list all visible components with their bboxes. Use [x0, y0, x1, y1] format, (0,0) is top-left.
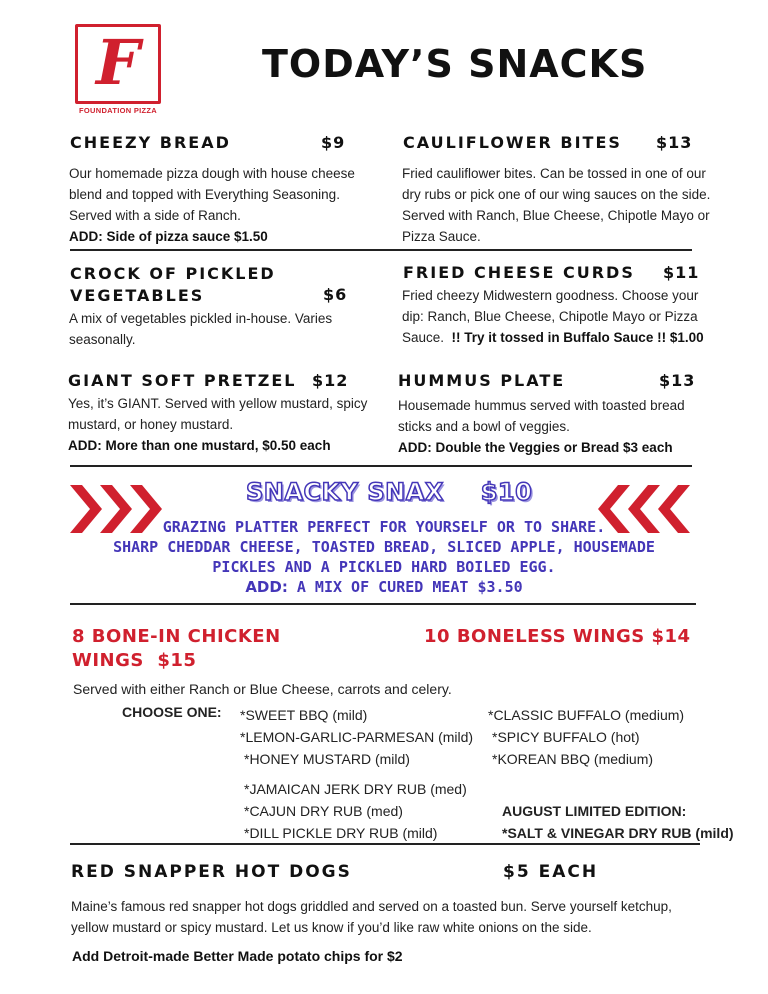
item-desc-fried-cheese-curds	[402, 285, 732, 348]
item-price-hummus-plate: $13	[659, 371, 696, 390]
item-price-fried-cheese-curds: $11	[663, 263, 700, 282]
limited-edition	[502, 800, 734, 844]
sauce-option: *CLASSIC BUFFALO (medium)	[488, 707, 685, 723]
dry-rub-list	[244, 778, 467, 844]
desc-line: Yes, it’s GIANT. Served with yellow mustard, spicy	[68, 396, 368, 411]
boneless-wings-title: 10 BONELESS WINGS $14	[424, 626, 691, 647]
item-name-line: CROCK OF PICKLED	[70, 264, 276, 283]
snacky-add-text: A MIX OF CURED MEAT $3.50	[296, 578, 523, 596]
item-name-giant-soft-pretzel: GIANT SOFT PRETZEL	[68, 371, 297, 390]
desc-line: blend and topped with Everything Seasoning.	[69, 187, 340, 202]
item-name-line: VEGETABLES	[70, 286, 205, 305]
item-name-hummus-plate: HUMMUS PLATE	[398, 371, 566, 390]
hotdog-price: $5 EACH	[503, 862, 599, 882]
hotdog-name: RED SNAPPER HOT DOGS	[71, 862, 352, 882]
limited-edition-item: *SALT & VINEGAR DRY RUB (mild)	[502, 825, 734, 841]
desc-line: Pizza Sauce.	[402, 229, 481, 244]
rub-option: *CAJUN DRY RUB (med)	[244, 803, 403, 819]
desc-line	[402, 327, 732, 348]
sauce-list-right	[488, 704, 684, 770]
snacky-desc	[90, 517, 678, 597]
title-line: 8 BONE-IN CHICKEN	[72, 626, 281, 647]
sauce-option: *KOREAN BBQ (medium)	[492, 751, 654, 767]
logo-letter: F	[95, 26, 141, 99]
desc-line: Maine’s famous red snapper hot dogs griddled and served on a toasted bun. Serve yourself ketchup,	[71, 899, 672, 914]
desc-line: mustard, or honey mustard.	[68, 417, 234, 432]
divider	[70, 603, 696, 605]
divider	[70, 843, 700, 845]
sauce-option: *SWEET BBQ (mild)	[240, 707, 368, 723]
snacky-add-line	[90, 577, 678, 597]
desc-line: Our homemade pizza dough with house cheese	[69, 166, 355, 181]
desc-line: A mix of vegetables pickled in-house. Varies	[69, 311, 333, 326]
rub-option: *JAMAICAN JERK DRY RUB (med)	[244, 781, 467, 797]
item-price-cheezy-bread: $9	[321, 133, 346, 152]
item-price-giant-soft-pretzel: $12	[312, 371, 349, 390]
snacky-title: SNACKY SNAX	[246, 478, 444, 506]
hotdog-add-on: Add Detroit-made Better Made potato chips for $2	[72, 948, 403, 964]
desc-line: Fried cauliflower bites. Can be tossed in one of our	[402, 166, 706, 181]
snacky-line: GRAZING PLATTER PERFECT FOR YOURSELF OR TO SHARE.	[162, 518, 606, 536]
desc-line: Served with a side of Ranch.	[69, 208, 241, 223]
add-on-line: ADD: Side of pizza sauce $1.50	[69, 229, 268, 244]
item-desc-giant-soft-pretzel	[68, 393, 388, 456]
logo	[75, 24, 161, 116]
choose-one-label: CHOOSE ONE:	[122, 704, 222, 720]
sauce-option: *SPICY BUFFALO (hot)	[492, 729, 640, 745]
item-desc-cauliflower-bites	[402, 163, 722, 247]
add-on-line: ADD: More than one mustard, $0.50 each	[68, 438, 331, 453]
item-desc-cheezy-bread	[69, 163, 389, 247]
item-price-cauliflower-bites: $13	[656, 133, 693, 152]
buffalo-upsell: !! Try it tossed in Buffalo Sauce !! $1.00	[451, 330, 704, 345]
desc-line: dry rubs or pick one of our wing sauces on the side.	[402, 187, 711, 202]
desc-tail: Sauce.	[402, 330, 445, 345]
item-name-cauliflower-bites: CAULIFLOWER BITES	[403, 133, 622, 152]
bone-in-wings-title	[72, 625, 281, 673]
desc-line: Served with Ranch, Blue Cheese, Chipotle Mayo or	[402, 208, 710, 223]
sauce-option: *LEMON-GARLIC-PARMESAN (mild)	[240, 729, 474, 745]
item-name-crock-pickled-veg	[70, 263, 276, 307]
snacky-title-row	[246, 478, 536, 506]
desc-line: sticks and a bowl of veggies.	[398, 419, 570, 434]
desc-line: Fried cheezy Midwestern goodness. Choose your	[402, 288, 699, 303]
item-name-fried-cheese-curds: FRIED CHEESE CURDS	[403, 263, 635, 282]
desc-line: yellow mustard or spicy mustard. Let us know if you’d like raw white onions on the side.	[71, 920, 592, 935]
item-desc-hummus-plate	[398, 395, 718, 458]
divider	[70, 465, 692, 467]
snacky-price: $10	[480, 478, 533, 506]
title-line: WINGS $15	[72, 650, 197, 671]
page-title: TODAY’S SNACKS	[262, 42, 648, 86]
hotdog-desc	[71, 896, 731, 938]
snacky-line: SHARP CHEDDAR CHEESE, TOASTED BREAD, SLICED APPLE, HOUSEMADE	[113, 538, 655, 556]
snacky-add-label: ADD:	[245, 578, 288, 596]
divider	[70, 249, 692, 251]
limited-edition-title: AUGUST LIMITED EDITION:	[502, 803, 687, 819]
logo-name: FOUNDATION PIZZA	[79, 106, 157, 115]
sauce-list-left	[240, 704, 473, 770]
item-name-cheezy-bread: CHEEZY BREAD	[70, 133, 231, 152]
desc-line: dip: Ranch, Blue Cheese, Chipotle Mayo or Pizza	[402, 309, 698, 324]
snacky-line: PICKLES AND A PICKLED HARD BOILED EGG.	[212, 558, 556, 576]
desc-line: Housemade hummus served with toasted bread	[398, 398, 685, 413]
rub-option: *DILL PICKLE DRY RUB (mild)	[244, 825, 438, 841]
wings-served-with: Served with either Ranch or Blue Cheese, carrots and celery.	[73, 681, 452, 697]
item-price-crock-pickled-veg: $6	[323, 285, 348, 304]
desc-line: seasonally.	[69, 332, 136, 347]
add-on-line: ADD: Double the Veggies or Bread $3 each	[398, 440, 673, 455]
item-desc-crock-pickled-veg	[69, 308, 389, 350]
sauce-option: *HONEY MUSTARD (mild)	[244, 751, 410, 767]
